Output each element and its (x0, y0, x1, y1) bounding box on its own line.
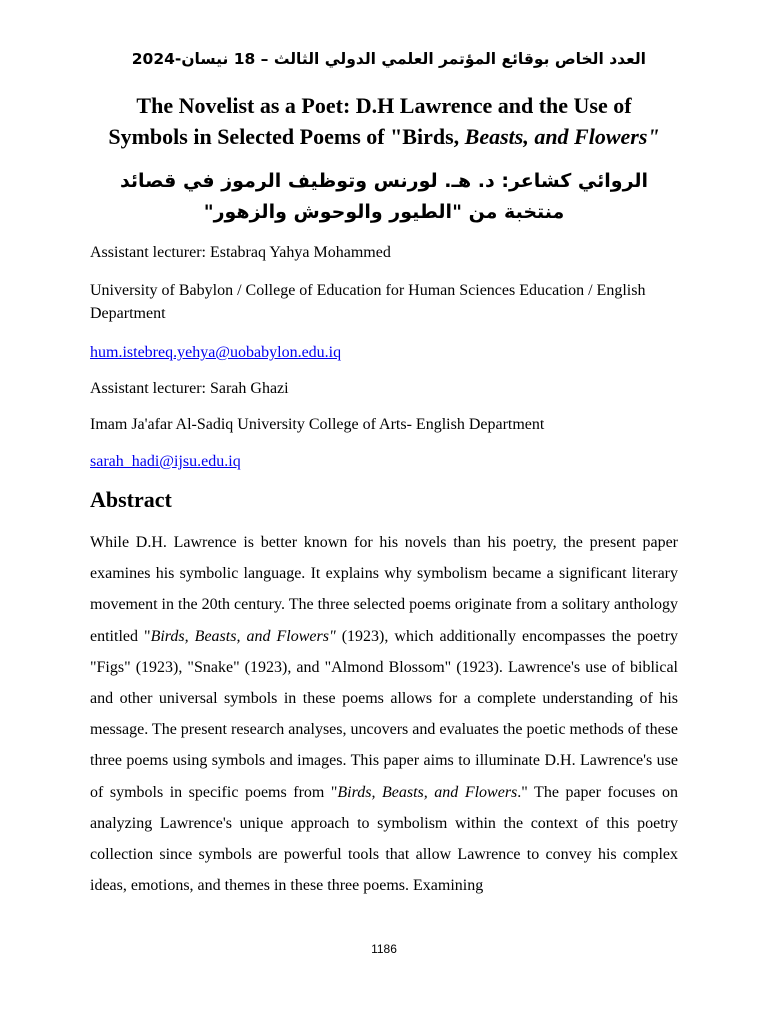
author-1-email-row (90, 341, 678, 364)
title-line-1: The Novelist as a Poet: D.H Lawrence and the Use of (136, 93, 632, 118)
abstract-italic-1: Birds, Beasts, and Flowers" (150, 627, 336, 645)
abstract-text-3: ." The paper focuses on analyzing Lawrence's unique approach to symbolism within the context of this poetry collection since symbols are powerful tools that allow Lawrence to convey his complex ideas, emotions, and themes in these three poems. Examining (90, 783, 679, 895)
journal-header: العدد الخاص بوقائع المؤتمر العلمي الدولي الثالث – 18 نيسان-2024 (131, 50, 646, 68)
author-2-email-link[interactable]: sarah_hadi@ijsu.edu.iq (90, 453, 241, 470)
abstract-text-1: While D.H. Lawrence is better known for his novels than his poetry, the present paper examines his symbolic language. It explains why symbolism became a significant literary movement in the 20th century. The three selected poems originate from a solitary anthology entitled " (90, 534, 678, 645)
page-number: 1186 (371, 942, 397, 956)
author-2-name: Assistant lecturer: Sarah Ghazi (90, 380, 289, 397)
title-line-2-prefix: Symbols in Selected Poems of "Birds, (108, 124, 465, 149)
abstract-body (90, 527, 678, 901)
author-2-email-row (90, 450, 678, 473)
author-1-affiliation: University of Babylon / College of Education for Human Sciences Education / English Department (90, 282, 646, 322)
paper-title-english (90, 90, 678, 152)
abstract-heading: Abstract (90, 487, 172, 512)
paper-page (90, 0, 678, 1024)
author-1-email-link[interactable]: hum.istebreq.yehya@uobabylon.edu.iq (90, 344, 342, 361)
abstract-italic-2: Birds, Beasts, and Flowers (337, 783, 518, 801)
abstract-text-2: (1923), which additionally encompasses the poetry "Figs" (1923), "Snake" (1923), and "Almond Blossom" (1923). Lawrence's use of biblical and other universal symbols in these poems allows for a complete understanding of his message. The present research analyses, uncovers and evaluates the poetic methods of these three poems using symbols and images. This paper aims to illuminate D.H. Lawrence's use of symbols in specific poems from " (90, 627, 679, 801)
paper-title-arabic: الروائي كشاعر: د. هـ. لورنس وتوظيف الرموز في قصائد منتخبة من "الطيور والوحوش والزهور" (119, 170, 649, 223)
title-line-2-italic: Beasts, and Flowers" (464, 124, 660, 149)
author-1-name: Assistant lecturer: Estabraq Yahya Mohammed (90, 244, 391, 261)
author-2-affiliation: Imam Ja'afar Al-Sadiq University College of Arts- English Department (90, 416, 545, 433)
